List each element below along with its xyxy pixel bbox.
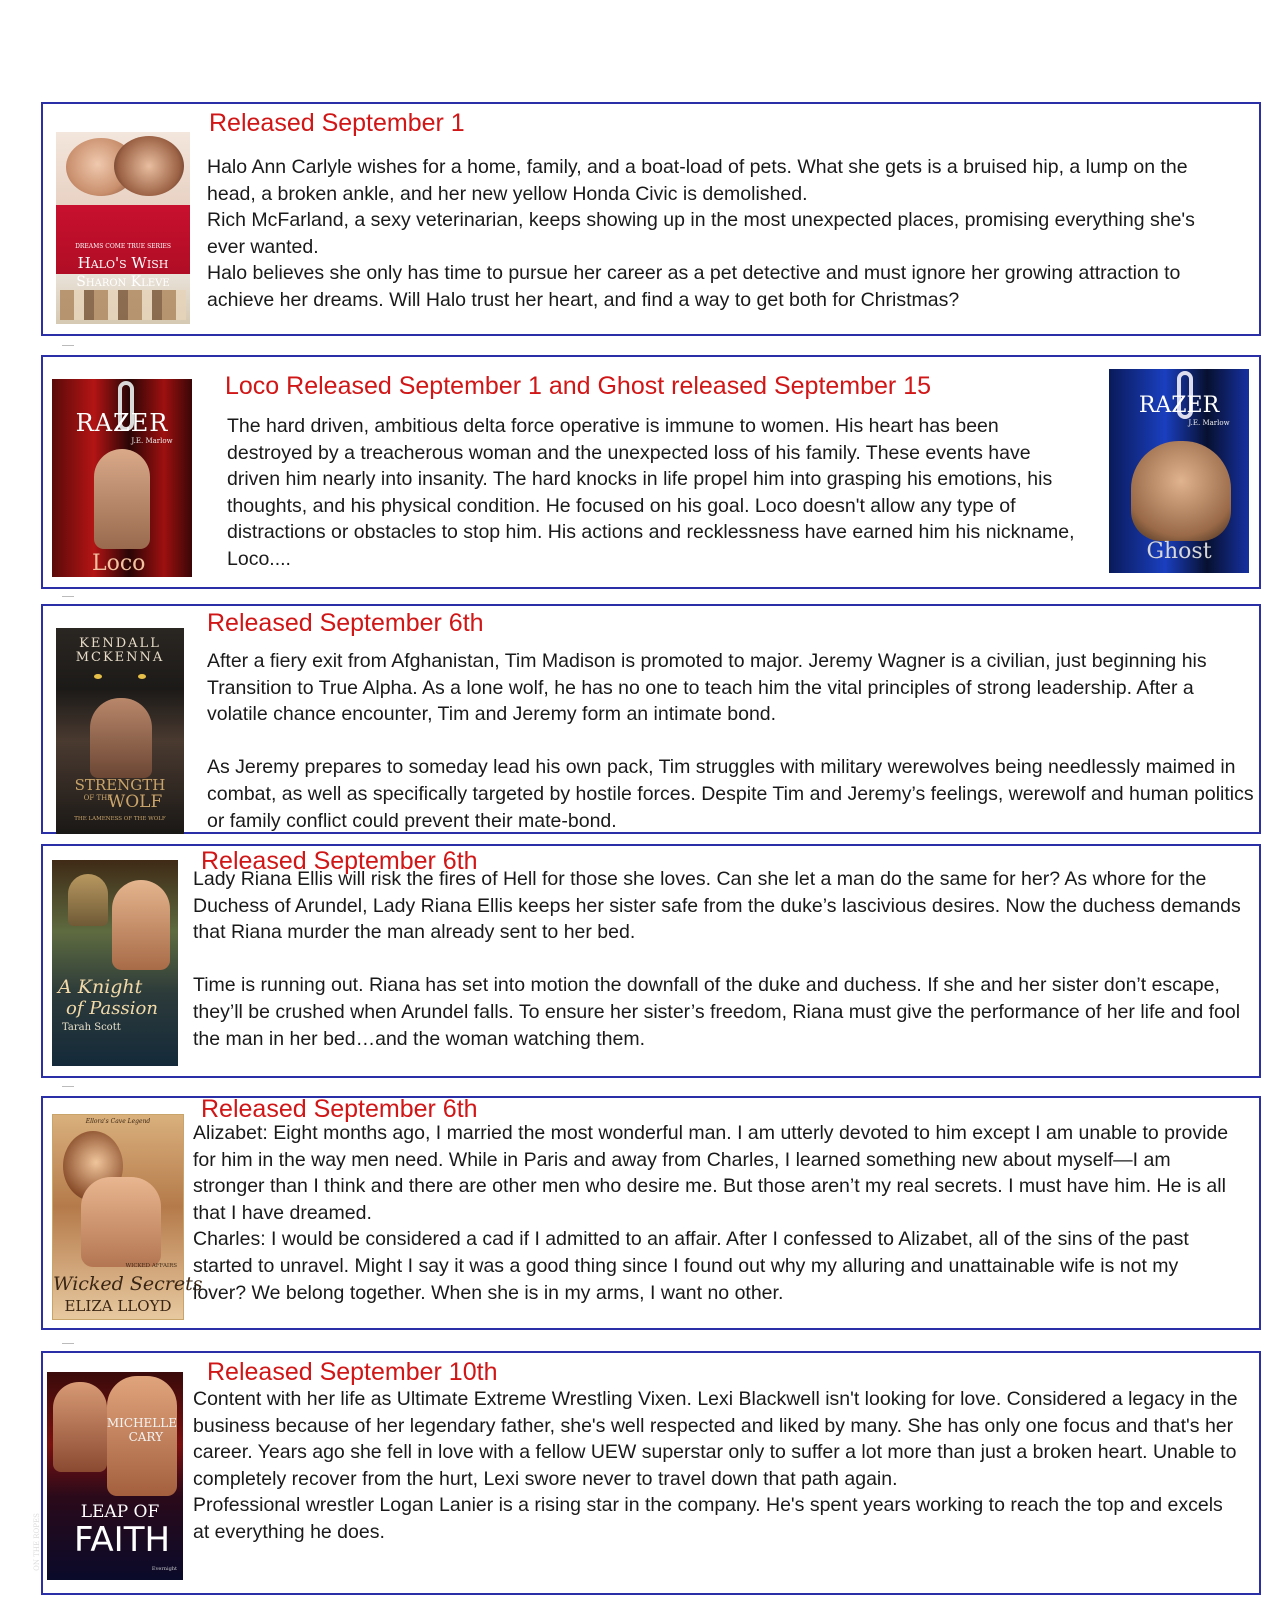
release-heading: Released September 6th <box>207 609 484 637</box>
description-paragraph: The hard driven, ambitious delta force operative is immune to women. His heart has been destroyed by a treacherous woman and the unexpected loss of his family. These events have driven him nearly into insanity. The hard knocks in life propel him into grasping his emotions, his thoughts, and his physical condition. He focused on his goal. Loco doesn't allow any type of distractions or obstacles to stop him. His actions and recklessness have earned him his nickname, Loco.... <box>227 415 1075 570</box>
cover-title: Loco <box>92 551 146 576</box>
cover-title-b: WOLF <box>107 792 163 812</box>
cover-title: Wicked Secrets <box>53 1273 203 1295</box>
cover-author-first: KENDALL <box>79 636 161 651</box>
book-description <box>193 1386 1243 1546</box>
book-card-razer <box>41 355 1261 589</box>
cover-title: Ghost <box>1146 539 1212 564</box>
book-cover-loco[interactable] <box>52 379 192 577</box>
cover-publisher: Ellora's Cave Legend <box>85 1118 151 1125</box>
book-cover-strength-of-the-wolf[interactable] <box>56 628 184 834</box>
book-card-wicked-secrets <box>41 1096 1261 1330</box>
cover-title-b: FAITH <box>73 1520 171 1560</box>
cover-title-of: OF THE <box>83 794 113 802</box>
description-paragraph: After a fiery exit from Afghanistan, Tim Madison is promoted to major. Jeremy Wagner is a civilian, just beginning his Transition to True Alpha. As a lone wolf, he has no one to teach him the vital principles of strong leadership. After a volatile chance encounter, Tim and Jeremy form an intimate bond. <box>207 650 1207 726</box>
divider-mark <box>62 1343 74 1344</box>
book-cover-ghost[interactable] <box>1109 369 1249 573</box>
release-heading: Released September 6th <box>201 1095 478 1123</box>
release-heading: Released September 6th <box>201 847 478 875</box>
cover-title-b: of Passion <box>66 998 158 1019</box>
cover-title-a: STRENGTH <box>74 776 166 794</box>
cover-title: Halo's Wish <box>77 254 169 272</box>
book-description <box>193 866 1243 1052</box>
cover-subtitle: THE LAMENESS OF THE WOLF <box>74 816 166 822</box>
cover-series: RAZER <box>1138 393 1220 418</box>
book-cover-wicked-secrets[interactable] <box>52 1114 203 1320</box>
book-cover-a-knight-of-passion[interactable] <box>52 860 178 1066</box>
divider-mark <box>62 1086 74 1087</box>
description-paragraph: Halo believes she only has time to pursue her career as a pet detective and must ignore her growing attraction to achieve her dreams. Will Halo trust her heart, and find a way to get both for Christmas? <box>207 262 1181 311</box>
book-card-a-knight-of-passion <box>41 844 1261 1078</box>
cover-series: RAZER <box>75 409 169 437</box>
description-paragraph: Lady Riana Ellis will risk the fires of Hell for those she loves. Can she let a man do the same for her? As whore for the Duchess of Arundel, Lady Riana Ellis keeps her sister safe from the duke’s lascivious desires. Now the duchess demands that Riana murder the man already sent to her bed. <box>193 868 1241 944</box>
cover-author: J.E. Marlow <box>1188 419 1230 427</box>
release-heading: Released September 1 <box>209 109 465 137</box>
book-description <box>207 154 1227 314</box>
cover-series: ON THE ROPES <box>33 1513 41 1571</box>
book-card-leap-of-faith <box>33 1351 1261 1595</box>
cover-title-a: LEAP OF <box>80 1502 160 1522</box>
book-cover-leap-of-faith[interactable] <box>33 1372 183 1580</box>
cover-series: DREAMS COME TRUE SERIES <box>75 243 171 250</box>
cover-author: Tarah Scott <box>62 1022 121 1033</box>
book-card-halos-wish <box>41 102 1261 336</box>
book-description <box>207 648 1257 834</box>
cover-number <box>1189 379 1190 380</box>
cover-series: WICKED AFFAIRS <box>125 1263 177 1269</box>
cover-author: J.E. Marlow <box>131 437 173 445</box>
book-cover-halos-wish[interactable] <box>56 132 190 324</box>
divider-mark <box>62 596 74 597</box>
book-description <box>227 413 1085 573</box>
cover-author: Sharon Kleve <box>76 274 170 290</box>
release-heading: Loco Released September 1 and Ghost released September 15 <box>225 372 932 400</box>
divider-mark <box>62 345 74 346</box>
description-paragraph: As Jeremy prepares to someday lead his own pack, Tim struggles with military werewolves being needlessly maimed in combat, as well as specifically targeted by hostile forces. Despite Tim and Jeremy’s feelings, werewolf and human politics or family conflict could prevent their mate-bond. <box>207 756 1254 832</box>
book-description <box>193 1120 1233 1306</box>
cover-author-first: MICHELLE <box>106 1416 177 1430</box>
cover-author-last: CARY <box>128 1430 163 1444</box>
description-paragraph: Halo Ann Carlyle wishes for a home, family, and a boat-load of pets. What she gets is a bruised hip, a lump on the head, a broken ankle, and her new yellow Honda Civic is demolished. <box>207 156 1188 205</box>
description-paragraph: Time is running out. Riana has set into motion the downfall of the duke and duchess. If she and her sister don’t escape, they’ll be crushed when Arundel falls. To ensure her sister’s freedom, Riana must give the performance of her life and fool the man in her bed…and the woman watching them. <box>193 974 1241 1050</box>
release-heading: Released September 10th <box>207 1358 498 1386</box>
book-card-strength-of-the-wolf <box>41 604 1261 834</box>
description-paragraph: Rich McFarland, a sexy veterinarian, keeps showing up in the most unexpected places, promising everything she's ever wanted. <box>207 209 1195 258</box>
description-paragraph: Charles: I would be considered a cad if I admitted to an affair. After I confessed to Alizabet, all of the sins of the past started to unravel. Might I say it was a good thing since I found out why my alluring and unattainable wife is not my lover? We belong together. When she is in my arms, I want no other. <box>193 1228 1189 1304</box>
cover-title-a: A Knight <box>58 976 143 998</box>
description-paragraph: Alizabet: Eight months ago, I married the most wonderful man. I am utterly devoted to him except I am unable to provide for him in the way men need. While in Paris and away from Charles, I learned something new about myself—I am stronger than I think and there are other men who desire me. But those aren’t my real secrets. I must have him. He is all that I have dreamed. <box>193 1122 1229 1224</box>
description-paragraph: Professional wrestler Logan Lanier is a rising star in the company. He's spent years working to reach the top and excels at everything he does. <box>193 1494 1223 1543</box>
cover-number <box>128 389 129 390</box>
cover-author-last: MCKENNA <box>75 650 165 665</box>
cover-author: ELIZA LLOYD <box>64 1297 172 1315</box>
description-paragraph: Content with her life as Ultimate Extreme Wrestling Vixen. Lexi Blackwell isn't looking for love. Considered a legacy in the business because of her legendary father, she's well respected and liked by many. She has only one focus and that's her career. Years ago she fell in love with a fellow UEW superstar only to suffer a lot more than just a broken heart. Unable to completely recover from the hurt, Lexi swore never to travel down that path again. <box>193 1388 1238 1490</box>
cover-publisher: Evernight <box>151 1566 177 1572</box>
